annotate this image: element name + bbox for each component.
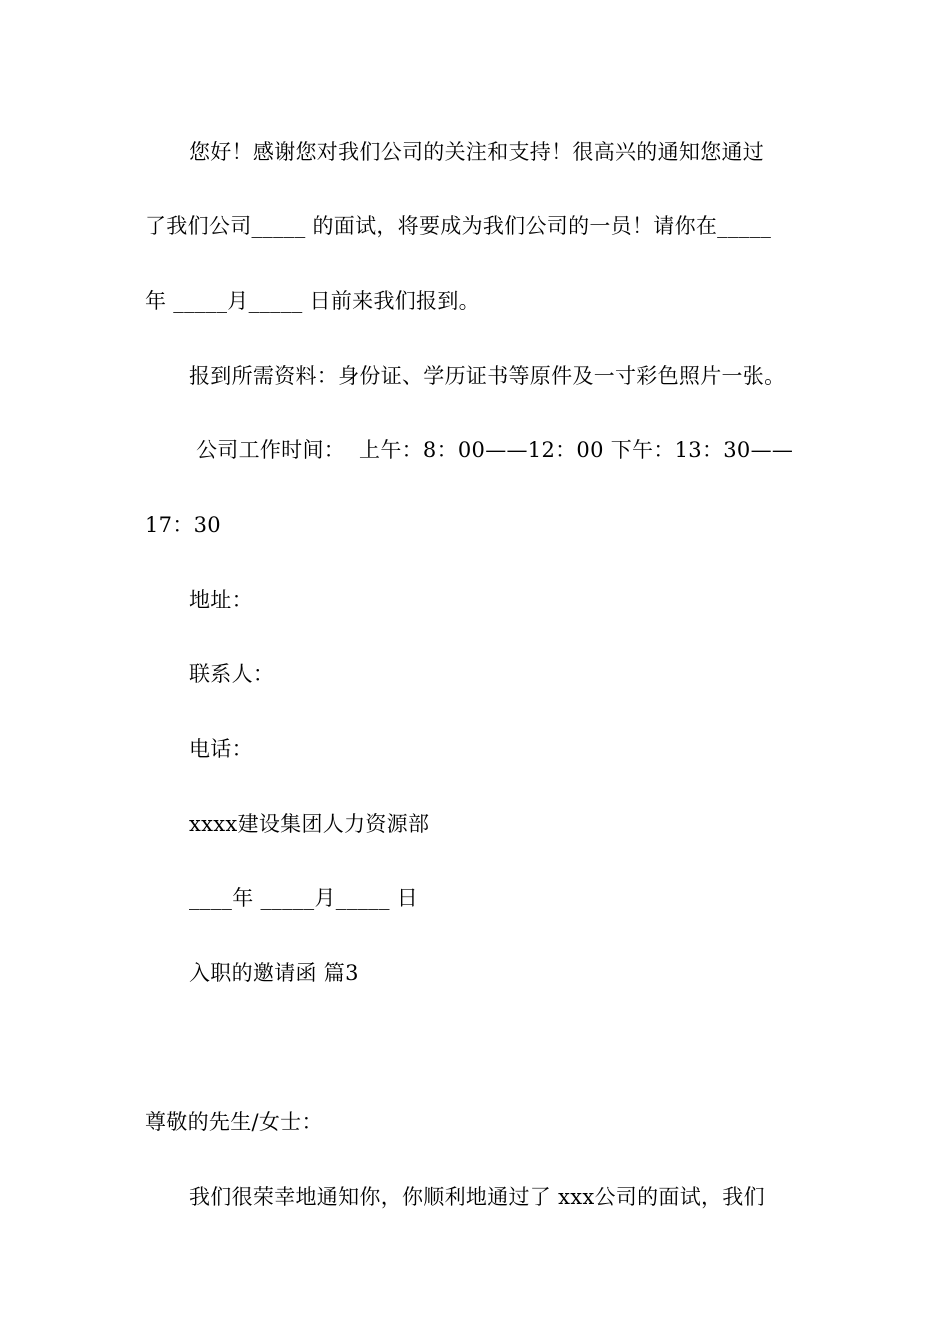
required-documents-line: 报到所需资料：身份证、学历证书等原件及一寸彩色照片一张。 xyxy=(189,364,786,388)
section-heading: 入职的邀请函 篇3 xyxy=(189,961,359,985)
working-hours-line-2: 17：30 xyxy=(145,513,221,537)
body-paragraph-line-1: 我们很荣幸地通知你，你顺利地通过了 xxx公司的面试，我们 xyxy=(189,1185,765,1209)
greeting-paragraph-line-1: 您好！感谢您对我们公司的关注和支持！很高兴的通知您通过 xyxy=(189,140,765,164)
address-label: 地址： xyxy=(189,588,253,612)
department-signature: xxxx建设集团人力资源部 xyxy=(189,812,430,836)
working-hours-line-1: 公司工作时间： 上午：8：00——12：00 下午：13：30—— xyxy=(189,438,794,462)
salutation-line: 尊敬的先生/女士： xyxy=(145,1110,323,1134)
greeting-paragraph-line-2: 了我们公司_____ 的面试，将要成为我们公司的一员！请你在_____ xyxy=(145,214,772,238)
phone-label: 电话： xyxy=(189,737,253,761)
signature-date-line: ____年 _____月_____ 日 xyxy=(189,886,419,910)
contact-person-label: 联系人： xyxy=(189,662,275,686)
greeting-paragraph-line-3: 年 _____月_____ 日前来我们报到。 xyxy=(145,289,480,313)
